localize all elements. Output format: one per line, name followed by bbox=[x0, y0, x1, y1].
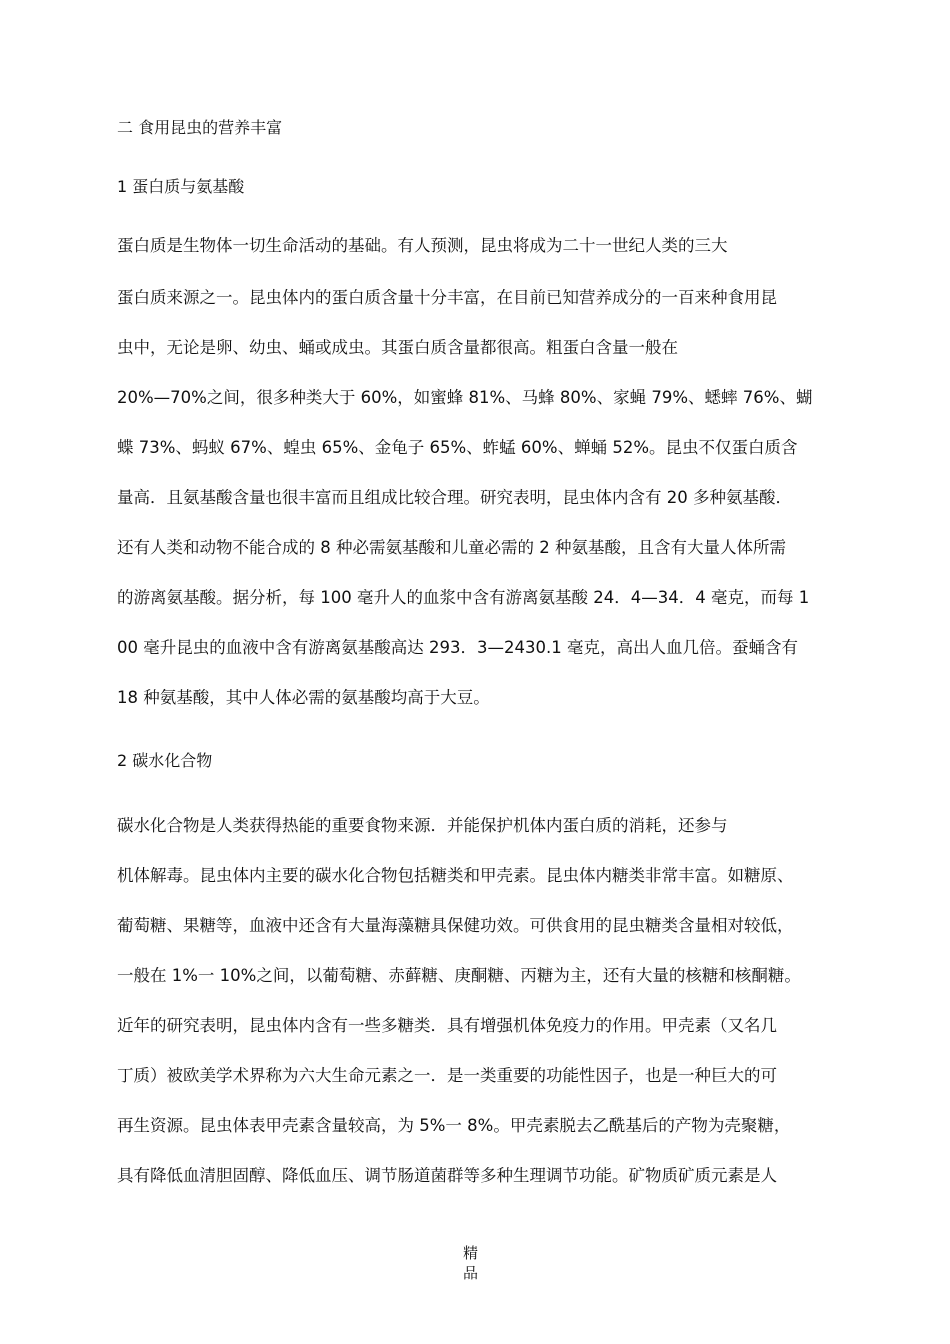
paragraph-line: 还有人类和动物不能合成的 8 种必需氨基酸和儿童必需的 2 种氨基酸，且含有大量人体所需 bbox=[117, 538, 786, 557]
paragraph-line: 机体解毒。昆虫体内主要的碳水化合物包括糖类和甲壳素。昆虫体内糖类非常丰富。如糖原、 bbox=[117, 866, 794, 885]
paragraph-line: 葡萄糖、果糖等，血液中还含有大量海藻糖具保健功效。可供食用的昆虫糖类含量相对较低， bbox=[117, 916, 794, 935]
paragraph-line: 丁质）被欧美学术界称为六大生命元素之一．是一类重要的功能性因子，也是一种巨大的可 bbox=[117, 1066, 777, 1085]
paragraph-line: 量高．且氨基酸含量也很丰富而且组成比较合理。研究表明，昆虫体内含有 20 多种氨基酸． bbox=[117, 488, 792, 507]
section-title: 二 食用昆虫的营养丰富 bbox=[117, 118, 283, 137]
paragraph-line: 20%—70%之间，很多种类大于 60%，如蜜蜂 81%、马蜂 80%、家蝇 79%、蟋蟀 76%、蝴 bbox=[117, 388, 813, 407]
paragraph-line: 蛋白质是生物体一切生命活动的基础。有人预测，昆虫将成为二十一世纪人类的三大 bbox=[117, 236, 728, 255]
subsection-title-protein: 1 蛋白质与氨基酸 bbox=[117, 177, 245, 196]
paragraph-line: 的游离氨基酸。据分析，每 100 毫升人的血浆中含有游离氨基酸 24．4—34．4 毫克，而每 1 bbox=[117, 588, 810, 607]
paragraph-line: 00 毫升昆虫的血液中含有游离氨基酸高达 293．3—2430.1 毫克，高出人血几倍。蚕蛹含有 bbox=[117, 638, 798, 657]
footer-mark-char: 品 bbox=[463, 1264, 479, 1282]
paragraph-line: 蛋白质来源之一。昆虫体内的蛋白质含量十分丰富，在目前已知营养成分的一百来种食用昆 bbox=[117, 288, 777, 307]
subsection-title-carbohydrate: 2 碳水化合物 bbox=[117, 751, 213, 770]
paragraph-line: 一般在 1%一 10%之间，以葡萄糖、赤藓糖、庚酮糖、丙糖为主，还有大量的核糖和核酮糖。 bbox=[117, 966, 801, 985]
paragraph-line: 具有降低血清胆固醇、降低血压、调节肠道菌群等多种生理调节功能。矿物质矿质元素是人 bbox=[117, 1166, 777, 1185]
paragraph-line: 再生资源。昆虫体表甲壳素含量较高，为 5%一 8%。甲壳素脱去乙酰基后的产物为壳聚糖， bbox=[117, 1116, 791, 1135]
paragraph-line: 碳水化合物是人类获得热能的重要食物来源．并能保护机体内蛋白质的消耗，还参与 bbox=[117, 816, 728, 835]
paragraph-line: 近年的研究表明，昆虫体内含有一些多糖类．具有增强机体免疫力的作用。甲壳素（又名几 bbox=[117, 1016, 777, 1035]
footer-mark-char: 精 bbox=[463, 1244, 479, 1262]
paragraph-line: 虫中，无论是卵、幼虫、蛹或成虫。其蛋白质含量都很高。粗蛋白含量一般在 bbox=[117, 338, 678, 357]
paragraph-line: 18 种氨基酸，其中人体必需的氨基酸均高于大豆。 bbox=[117, 688, 490, 707]
paragraph-line: 蝶 73%、蚂蚁 67%、蝗虫 65%、金龟子 65%、蚱蜢 60%、蝉蛹 52%。昆虫不仅蛋白质含 bbox=[117, 438, 798, 457]
